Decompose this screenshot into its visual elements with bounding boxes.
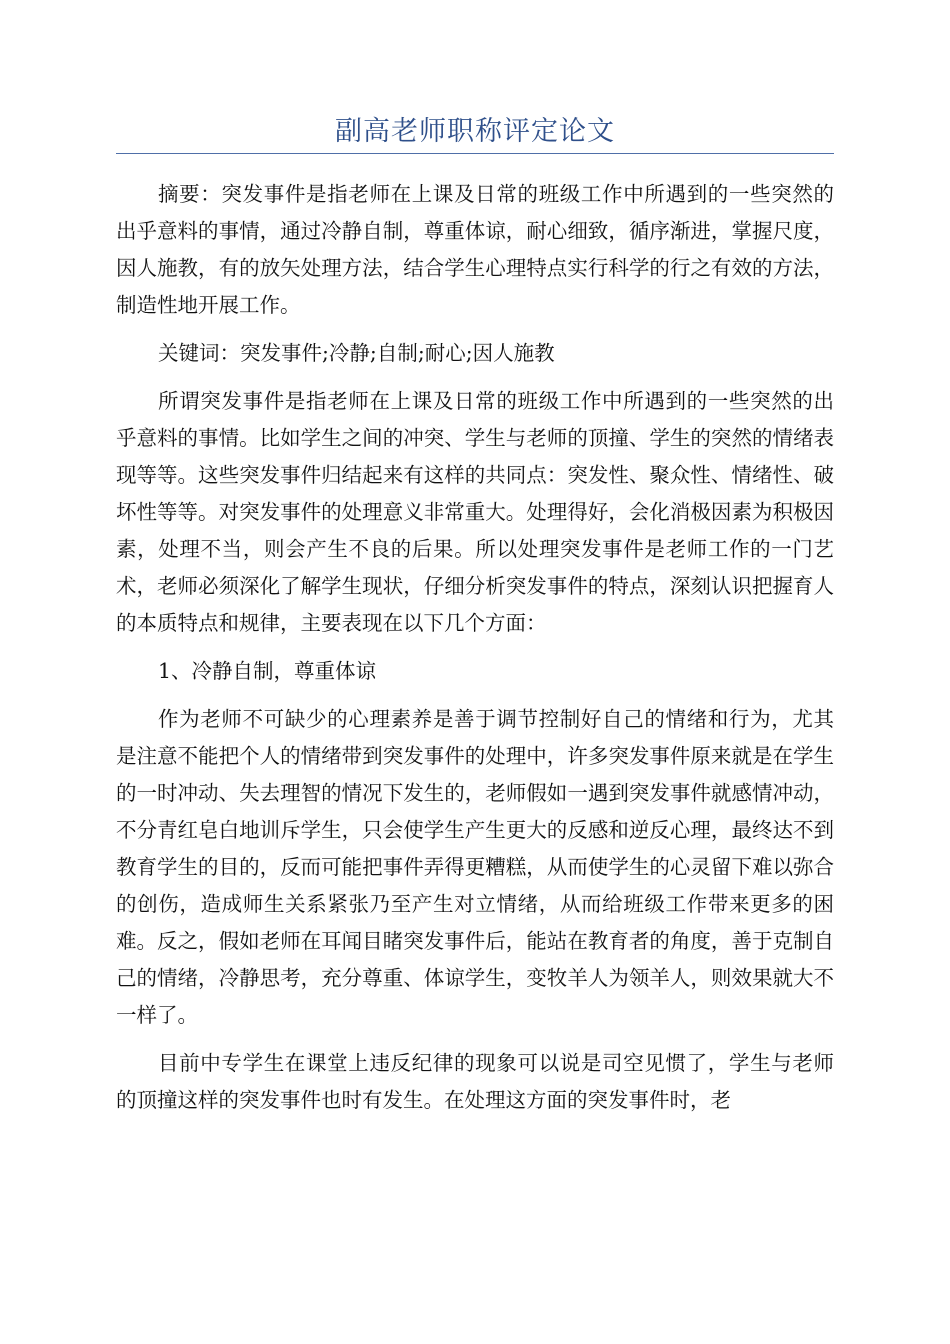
abstract-paragraph: 摘要：突发事件是指老师在上课及日常的班级工作中所遇到的一些突然的出乎意料的事情，通过冷静自制，尊重体谅，耐心细致，循序渐进，掌握尺度，因人施教，有的放矢处理方法，结合学生心理特点实行科学的行之有效的方法，制造性地开展工作。 [116,182,834,317]
keywords-paragraph: 关键词：突发事件;冷静;自制;耐心;因人施教 [158,341,555,365]
document-title: 副高老师职称评定论文 [335,116,615,147]
section-heading-1: 1、冷静自制，尊重体谅 [158,659,377,683]
section-1-paragraph: 作为老师不可缺少的心理素养是善于调节控制好自己的情绪和行为，尤其是注意不能把个人的情绪带到突发事件的处理中，许多突发事件原来就是在学生的一时冲动、失去理智的情况下发生的，老师假如一遇到突发事件就感情冲动，不分青红皂白地训斥学生，只会使学生产生更大的反感和逆反心理，最终达不到教育学生的目的，反而可能把事件弄得更糟糕，从而使学生的心灵留下难以弥合的创伤，造成师生关系紧张乃至产生对立情绪，从而给班级工作带来更多的困难。反之，假如老师在耳闻目睹突发事件后，能站在教育者的角度，善于克制自己的情绪，冷静思考，充分尊重、体谅学生，变牧羊人为领羊人，则效果就大不一样了。 [116,707,834,1027]
intro-paragraph: 所谓突发事件是指老师在上课及日常的班级工作中所遇到的一些突然的出乎意料的事情。比如学生之间的冲突、学生与老师的顶撞、学生的突然的情绪表现等等。这些突发事件归结起来有这样的共同点：突发性、聚众性、情绪性、破坏性等等。对突发事件的处理意义非常重大。处理得好，会化消极因素为积极因素，处理不当，则会产生不良的后果。所以处理突发事件是老师工作的一门艺术，老师必须深化了解学生现状，仔细分析突发事件的特点，深刻认识把握育人的本质特点和规律，主要表现在以下几个方面： [116,389,834,635]
section-2-paragraph: 目前中专学生在课堂上违反纪律的现象可以说是司空见惯了，学生与老师的顶撞这样的突发事件也时有发生。在处理这方面的突发事件时，老 [116,1051,834,1112]
title-underline [116,153,834,154]
document-body [116,176,834,1119]
